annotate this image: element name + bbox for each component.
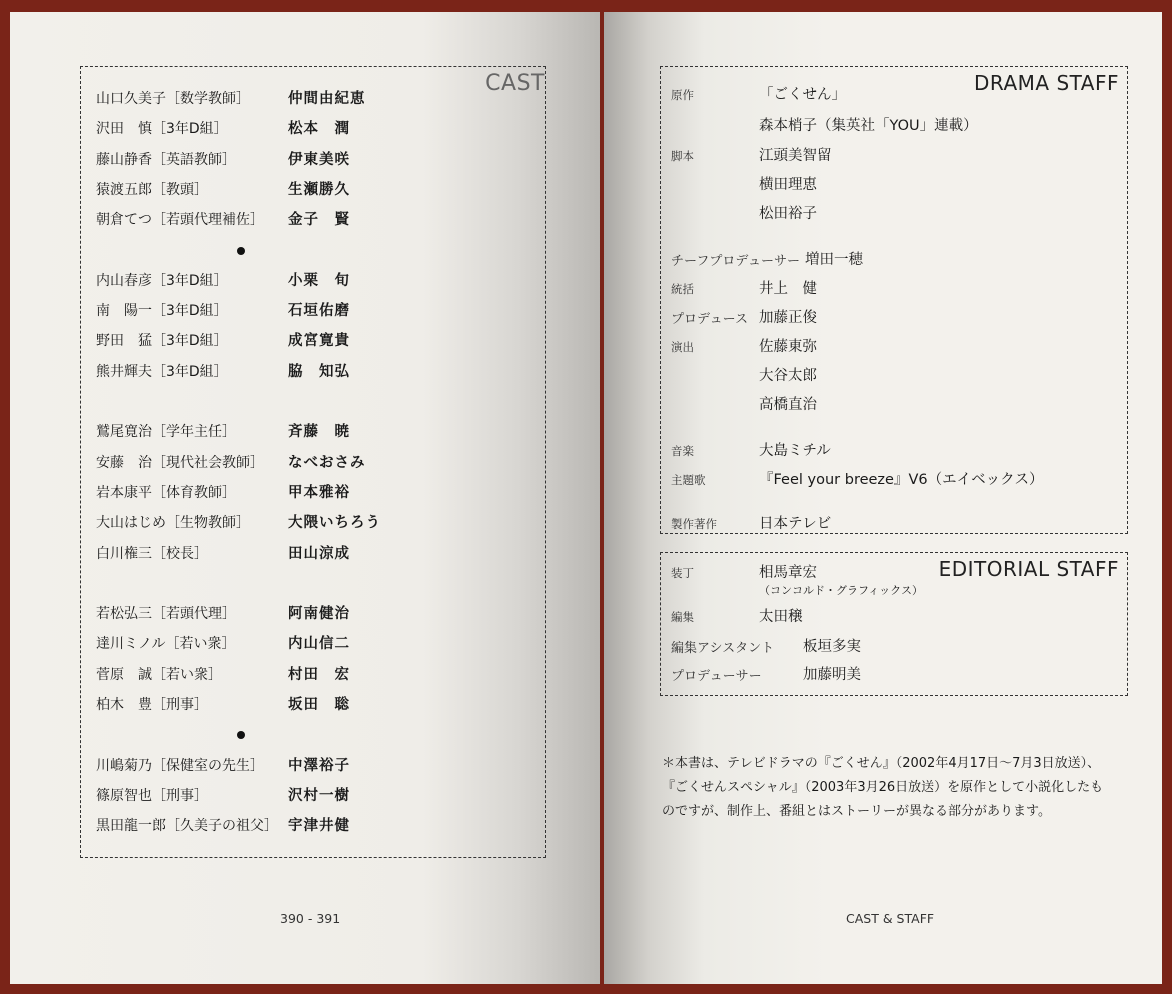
cast-role: 熊井輝夫［3年D組］ [96,363,228,380]
theme-label: 主題歌 [671,473,706,487]
director-label: 演出 [671,340,694,354]
cast-role: 猿渡五郎［教頭］ [96,181,208,198]
cast-row [96,362,350,382]
cast-row [96,816,350,836]
cast-role: 安藤 治［現代社会教師］ [96,454,264,471]
cast-row [96,544,350,564]
cast-row [96,150,350,170]
cast-actor: 伊東美咲 [288,151,350,168]
cast-role: 鷲尾寛治［学年主任］ [96,424,236,441]
cast-actor: 斉藤 暁 [288,424,350,441]
cast-row [96,331,350,351]
cast-row [96,483,350,503]
cast-role: 岩本康平［体育教師］ [96,484,236,501]
production: 日本テレビ [759,516,832,532]
drama-staff-box [660,66,1128,534]
original-label: 原作 [671,88,694,102]
cast-row [96,422,350,442]
cast-role: 朝倉てつ［若頭代理補佐］ [96,212,264,229]
editorial-producer-label: プロデューサー [671,669,762,684]
drama-staff-title: DRAMA STAFF [973,71,1119,95]
designer: 相馬章宏 [759,565,817,581]
cast-row [96,786,350,806]
director-3: 高橋直治 [759,397,817,413]
script-label: 脚本 [671,149,694,163]
cast-row [96,665,350,685]
writer-1: 江頭美智留 [759,148,832,164]
cast-row [96,119,350,139]
cast-actor: 小栗 旬 [288,272,350,289]
editor-label: 編集 [671,610,694,624]
cast-row [96,89,366,109]
music: 大島ミチル [759,443,831,459]
cast-actor: 石垣佑磨 [288,303,350,320]
director-2: 大谷太郎 [759,368,817,384]
cast-role: 篠原智也［刑事］ [96,787,208,804]
cast-actor: 仲間由紀恵 [288,91,366,107]
cast-row [96,301,350,321]
cast-role: 若松弘三［若頭代理］ [96,606,236,623]
cast-row [96,634,350,654]
cast-row [96,695,350,715]
production-label: 製作著作 [671,517,717,531]
note-line-2: 『ごくせんスペシャル』（2003年3月26日放送）を原作として小説化したも [662,780,1104,795]
separator-dot [237,247,245,255]
cast-role: 白川権三［校長］ [96,545,208,562]
cast-role: 藤山静香［英語教師］ [96,151,236,168]
producer-label: プロデュース [671,312,748,327]
supervisor: 井上 健 [759,281,817,297]
original-work: 「ごくせん」 [759,87,846,103]
cast-actor: 松本 潤 [288,121,350,138]
cast-role: 南 陽一［3年D組］ [96,303,228,320]
design-label: 装丁 [671,566,694,580]
editor: 太田穣 [759,609,803,625]
separator-dot [237,731,245,739]
cast-role: 野田 猛［3年D組］ [96,333,228,350]
cast-actor: 田山涼成 [288,545,350,562]
cast-row [96,180,350,200]
note-line-3: のですが、制作上、番組とはストーリーが異なる部分があります。 [662,804,1051,819]
supervisor-label: 統括 [671,282,694,296]
cast-actor: 宇津井健 [288,818,350,835]
writer-2: 横田理恵 [759,177,817,193]
cast-actor: 金子 賢 [288,212,350,229]
director-1: 佐藤東弥 [759,339,817,355]
cast-actor: 中澤裕子 [288,757,350,774]
cast-box [80,66,546,858]
cast-role: 内山春彦［3年D組］ [96,272,228,289]
cast-role: 川嶋菊乃［保健室の先生］ [96,757,264,774]
cast-row [96,756,350,776]
cast-role: 大山はじめ［生物教師］ [96,515,250,532]
cast-role: 黒田龍一郎［久美子の祖父］ [96,818,278,835]
writer-3: 松田裕子 [759,206,817,222]
cast-role: 柏木 豊［刑事］ [96,697,208,713]
designer-affiliation: （コンコルド・グラフィックス） [759,584,924,597]
right-page [604,12,1162,984]
cast-role: 山口久美子［数学教師］ [96,91,250,107]
cast-actor: なべおさみ [288,454,366,471]
producer: 加藤正俊 [759,310,817,326]
editorial-staff-box [660,552,1128,696]
cast-actor: 甲本雅裕 [288,484,350,501]
chief-producer: 増田一穂 [805,252,863,268]
cast-actor: 脇 知弘 [288,363,350,380]
cast-role: 菅原 誠［若い衆］ [96,666,222,683]
original-author: 森本梢子（集英社「YOU」連載） [759,118,978,134]
chief-producer-label: チーフプロデューサー [671,254,800,269]
cast-role: 達川ミノル［若い衆］ [96,636,236,653]
cast-row [96,604,350,624]
cast-role: 沢田 慎［3年D組］ [96,121,228,138]
cast-row [96,513,381,533]
page-folio-right: CAST & STAFF [846,911,935,926]
editorial-staff-title: EDITORIAL STAFF [938,557,1119,581]
cast-actor: 生瀬勝久 [288,181,350,198]
cast-actor: 内山信二 [288,636,350,653]
cast-row [96,453,366,473]
cast-actor: 坂田 聡 [288,697,350,713]
cast-actor: 成宮寛貴 [288,333,350,350]
cast-row [96,271,350,291]
editorial-assistant: 板垣多実 [803,639,861,655]
cast-row [96,210,350,230]
left-page [10,12,600,984]
music-label: 音楽 [671,444,694,458]
cast-actor: 阿南健治 [288,606,350,623]
theme-song: 『Feel your breeze』V6（エイベックス） [759,472,1044,488]
note-line-1: ＊本書は、テレビドラマの『ごくせん』（2002年4月17日〜7月3日放送）、 [662,756,1101,771]
page-folio-left: 390 - 391 [280,911,341,926]
cast-actor: 沢村一樹 [288,787,350,804]
editorial-producer: 加藤明美 [803,667,861,683]
cast-actor: 大隈いちろう [288,515,381,532]
cast-title: CAST [485,71,545,96]
cast-actor: 村田 宏 [288,666,350,683]
assistant-label: 編集アシスタント [671,641,775,656]
